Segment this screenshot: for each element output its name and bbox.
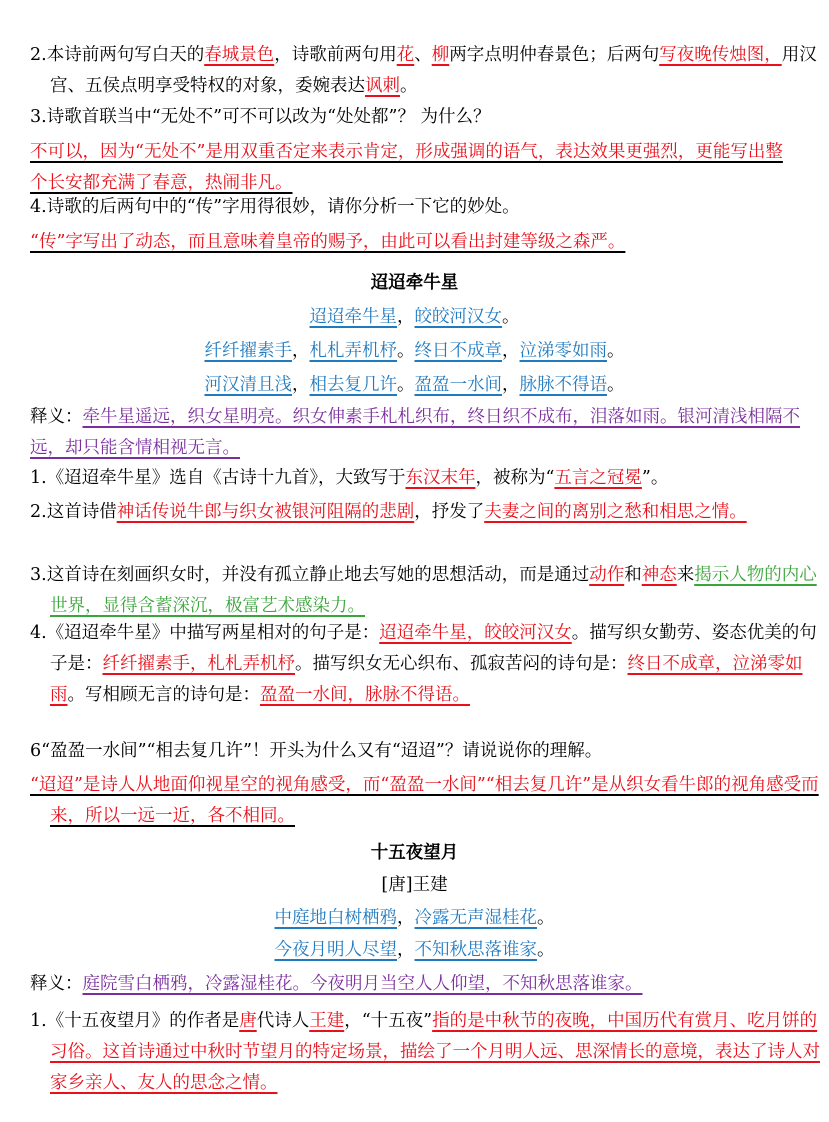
q-text: 和 [624, 565, 642, 585]
q-text: 代诗人 [256, 1011, 310, 1031]
section-title: 迢迢牵牛星 [370, 273, 459, 293]
poem-verse: 皎皎河汉女 [414, 307, 502, 327]
poem-verse: 札札弄机杼 [309, 341, 397, 361]
answer-blank: 春城景色 [204, 45, 275, 65]
answer-blank: 盈盈一水间，脉脉不得语。 [260, 685, 470, 705]
s3-q1 [30, 1006, 820, 1099]
poem-verse: 今夜月明人尽望 [274, 940, 397, 960]
answer-blank: 神态 [641, 565, 677, 585]
meaning-label: 释义： [30, 974, 83, 994]
answer-blank: 指的是中秋节的夜晚，中国历代有赏月、吃月饼的习俗。这首诗通过中秋时节望月的特定场景，描绘了一个月明人远、思深情长的意境，表达了诗人对家乡亲人、友人的思念之情。 [50, 1011, 820, 1093]
poem-verse: 终日不成章 [414, 341, 502, 361]
meaning-text: 庭院雪白栖鸦，冷露湿桂花。今夜明月当空人人仰望，不知秋思落谁家。 [82, 974, 643, 994]
poem-line [0, 370, 829, 401]
punct: 。 [537, 940, 555, 960]
s2-q2 [30, 497, 820, 528]
s2-q4 [30, 618, 820, 711]
s1-q2-text: 两字点明仲春景色；后两句 [449, 45, 660, 65]
s2-q3 [30, 560, 820, 622]
answer-text: “传”字写出了动态，而且意味着皇帝的赐予，由此可以看出封建等级之森严。 [30, 232, 626, 252]
punct: 。 [397, 375, 415, 395]
answer-blank: 讽刺 [365, 76, 400, 96]
answer-blank: 迢迢牵牛星，皎皎河汉女 [379, 623, 572, 643]
punct: ， [397, 908, 415, 928]
s1-q2-text: ，诗歌前两句用 [274, 45, 397, 65]
poem-verse: 盈盈一水间 [414, 375, 502, 395]
poem-line [0, 302, 829, 333]
poem-line [0, 935, 829, 966]
s2-meaning [30, 402, 800, 464]
answer-blank: 夫妻之间的离别之愁和相思之情。 [484, 502, 747, 522]
punct: ， [502, 375, 520, 395]
q-text: 。描写织女无心织布、孤寂苦闷的诗句是： [295, 654, 628, 674]
poem-verse: 冷露无声湿桂花 [414, 908, 537, 928]
poem-author: [唐]王建 [381, 875, 448, 895]
answer-blank: 终日不成章，泣涕零如雨 [50, 654, 803, 705]
q-text: 3.这首诗在刻画织女时，并没有孤立静止地去写她的思想活动，而是通过 [30, 565, 590, 585]
q-text: 。写相顾无言的诗句是： [67, 685, 260, 705]
s1-q4-answer [30, 227, 800, 258]
poem-verse: 中庭地白树栖鸦 [274, 908, 397, 928]
s1-q4-question: 4.诗歌的后两句中的“传”字用得很妙，请你分析一下它的妙处。 [30, 197, 520, 217]
s2-q6-question: 6“盈盈一水间”“相去复几许”！开头为什么又有“迢迢”？请说说你的理解。 [30, 741, 603, 761]
s1-q3-question: 3.诗歌首联当中“无处不”可不可以改为“处处都”？ 为什么？ [30, 107, 491, 127]
s3-meaning [30, 969, 800, 1000]
poem-line [0, 903, 829, 934]
answer-blank: 东汉末年 [405, 468, 476, 488]
poem-verse: 泣涕零如雨 [519, 341, 607, 361]
s2-q1 [30, 463, 820, 494]
poem-verse: 河汉清且浅 [204, 375, 292, 395]
answer-blank: 神话传说牛郎与织女被银河阻隔的悲剧 [116, 502, 415, 522]
q-text: 1.《迢迢牵牛星》选自《古诗十九首》，大致写于 [30, 468, 406, 488]
meaning-text: 牵牛星遥远，织女星明亮。织女伸素手札札织布，终日织不成布，泪落如雨。银河清浅相隔不远，却只能含情相视无言。 [30, 407, 800, 458]
meaning-label: 释义： [30, 407, 83, 427]
answer-blank: 五言之冠冕 [554, 468, 642, 488]
q-text: 2.这首诗借 [30, 502, 117, 522]
q-text: ”。 [641, 468, 669, 488]
answer-blank: 王建 [309, 1011, 345, 1031]
answer-blank: 揭示人物的内心世界，显得含蓄深沉，极富艺术感染力。 [50, 565, 817, 616]
poem-verse: 不知秋思落谁家 [414, 940, 537, 960]
poem-verse: 相去复几许 [309, 375, 397, 395]
punct: ， [397, 307, 415, 327]
s1-q2 [30, 40, 820, 102]
punct: 。 [537, 908, 555, 928]
q-text: ，抒发了 [414, 502, 485, 522]
q-text: ，被称为“ [475, 468, 555, 488]
q-text: 。描写织女勤劳、姿态优美的句子是： [50, 623, 817, 674]
punct: 。 [607, 375, 625, 395]
answer-blank: 动作 [589, 565, 625, 585]
section-title: 十五夜望月 [370, 843, 459, 863]
punct: 。 [502, 307, 520, 327]
poem-verse: 迢迢牵牛星 [309, 307, 397, 327]
q-text: ，“十五夜” [344, 1011, 433, 1031]
answer-blank: 唐 [239, 1011, 257, 1031]
punct: 。 [397, 341, 415, 361]
answer-text: “迢迢”是诗人从地面仰视星空的视角感受，而“盈盈一水间”“相去复几许”是从织女看牛郎的视角感受而来，所以一远一近，各不相同。 [30, 775, 819, 826]
answer-blank: 花 [396, 45, 415, 65]
answer-blank: 柳 [431, 45, 450, 65]
s2-q6-answer [30, 770, 820, 832]
s1-q3-answer [30, 137, 800, 199]
punct: ， [292, 341, 310, 361]
s1-q2-text: 2.本诗前两句写白天的 [30, 45, 205, 65]
q-text: 来 [676, 565, 695, 585]
q-text: 4.《迢迢牵牛星》中描写两星相对的句子是： [30, 623, 380, 643]
q-text: 1.《十五夜望月》的作者是 [30, 1011, 240, 1031]
poem-verse: 脉脉不得语 [519, 375, 607, 395]
poem-line [0, 336, 829, 367]
s1-q2-text: 。 [400, 76, 418, 96]
punct: ， [397, 940, 415, 960]
punct: ， [292, 375, 310, 395]
s1-q2-text: 用汉宫、五侯点明享受特权的对象，委婉表达 [50, 45, 817, 96]
punct: 。 [607, 341, 625, 361]
answer-blank: 写夜晚传烛图， [659, 45, 782, 65]
punct: ， [502, 341, 520, 361]
s1-q2-text: 、 [414, 45, 432, 65]
poem-verse: 纤纤擢素手 [204, 341, 292, 361]
answer-blank: 纤纤擢素手，札札弄机杼 [102, 654, 295, 674]
answer-text: 不可以，因为“无处不”是用双重否定来表示肯定，形成强调的语气，表达效果更强烈，更能写出整个长安都充满了春意，热闹非凡。 [30, 142, 783, 193]
